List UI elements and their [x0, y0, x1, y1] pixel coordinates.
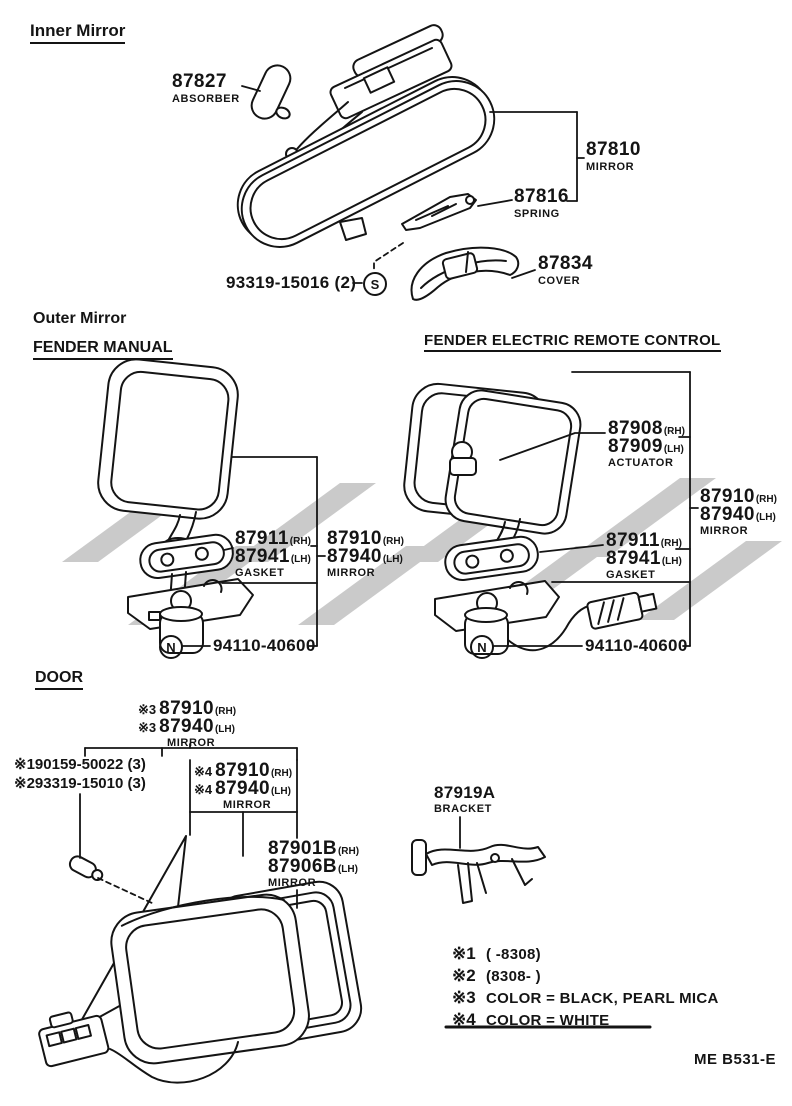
page-code: ME B531-E: [694, 1051, 777, 1068]
part-label-fe-actuator: 87908 (RH) 87909 (LH) ACTUATOR: [608, 418, 685, 469]
legend-note-2: ※2 (8308- ): [452, 966, 541, 985]
fender-manual-mirror-drawing: [95, 357, 253, 653]
part-label-fe-mirror: 87910 (RH) 87940 (LH) MIRROR: [700, 486, 777, 537]
cover-drawing: [412, 248, 519, 300]
part-label-door-mirror-black: ※3 87910 (RH) ※3 87940 (LH) MIRROR: [138, 698, 237, 749]
part-label-bracket: 87919A BRACKET: [434, 783, 496, 815]
part-label-inner-mirror: 87810 MIRROR: [586, 139, 641, 173]
section-title-inner-mirror: Inner Mirror: [30, 22, 125, 44]
legend-note-3: ※3 COLOR = BLACK, PEARL MICA: [452, 988, 719, 1007]
part-label-door-screws: ※190159-50022 (3) ※293319-15010 (3): [14, 756, 146, 792]
absorber-drawing: [247, 61, 294, 123]
part-label-fm-gasket: 87911 (RH) 87941 (LH) GASKET: [235, 528, 311, 579]
part-label-spring: 87816 SPRING: [514, 186, 569, 220]
part-label-fe-gasket: 87911 (RH) 87941 (LH) GASKET: [606, 530, 682, 581]
part-label-fe-nut: 94110-40600: [585, 636, 688, 655]
section-title-outer-mirror: Outer Mirror: [33, 310, 127, 327]
section-title-fender-manual: FENDER MANUAL: [33, 340, 173, 360]
legend-note-1: ※1 ( -8308): [452, 944, 541, 963]
part-label-screw-s: 93319-15016 (2): [226, 273, 357, 292]
part-label-door-mirror-white: ※4 87910 (RH) ※4 87940 (LH) MIRROR: [194, 760, 293, 811]
bracket-drawing: [412, 840, 545, 903]
fastener-s-symbol: S: [363, 272, 387, 296]
fastener-n-symbol-left: N: [159, 635, 183, 659]
part-label-fm-nut: 94110-40600: [213, 636, 316, 655]
spring-drawing: [402, 194, 476, 230]
section-title-door: DOOR: [35, 670, 83, 690]
legend-note-4: ※4 COLOR = WHITE: [452, 1010, 610, 1029]
section-title-fender-electric: FENDER ELECTRIC REMOTE CONTROL: [424, 333, 721, 352]
fastener-n-symbol-right: N: [470, 635, 494, 659]
part-label-fm-mirror: 87910 (RH) 87940 (LH) MIRROR: [327, 528, 404, 579]
part-label-cover: 87834 COVER: [538, 253, 593, 287]
connector-drawing: [587, 589, 658, 629]
part-label-absorber: 87827 ABSORBER: [172, 71, 240, 105]
part-label-door-mirror-assy: 87901B (RH) 87906B (LH) MIRROR: [268, 838, 360, 889]
